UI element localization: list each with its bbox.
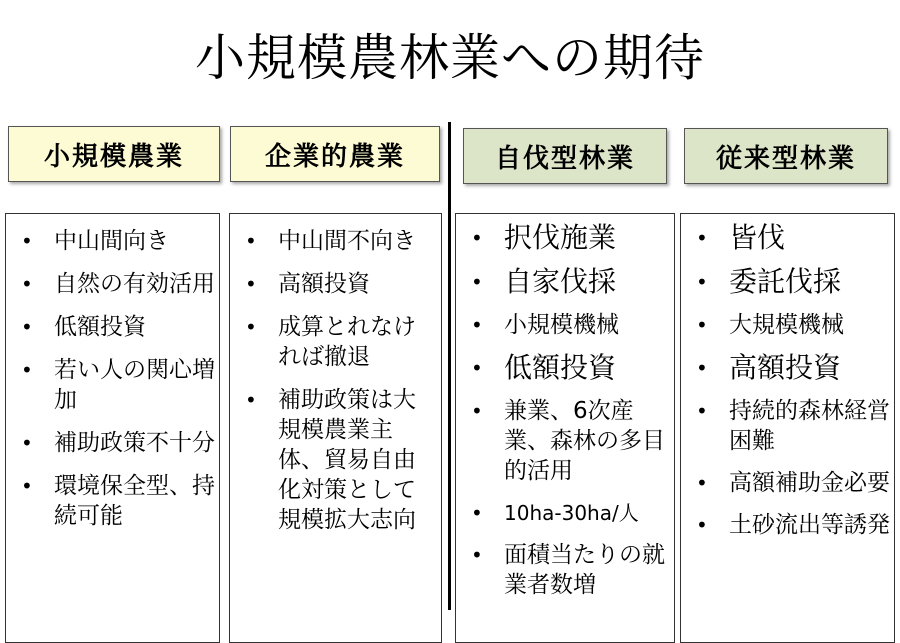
list-box-small-scale-agriculture (5, 213, 220, 643)
list-item: • 若い人の関心増加 (14, 355, 215, 415)
list-item: • 小規模機械 (464, 310, 670, 340)
header-corporate-agriculture: 企業的農業 (230, 126, 440, 182)
list-item: • 委託伐採 (689, 266, 890, 298)
list-item: • 低額投資 (14, 312, 215, 342)
list-box-corporate-agriculture (229, 213, 442, 643)
list-item: • 皆伐 (689, 222, 890, 254)
list-item: • 択伐施業 (464, 222, 670, 254)
list-item: • 大規模機械 (689, 310, 890, 340)
list-item: • 高額補助金必要 (689, 468, 890, 498)
list-box-conventional-forestry (680, 213, 895, 643)
list-item: • 土砂流出等誘発 (689, 510, 890, 540)
list-item: • 補助政策不十分 (14, 428, 215, 458)
list-item: • 環境保全型、持続可能 (14, 471, 215, 531)
list-item: • 面積当たりの就業者数増 (464, 540, 670, 600)
header-conventional-forestry: 従来型林業 (684, 128, 888, 184)
list-item: • 中山間向き (14, 226, 215, 256)
header-small-scale-agriculture: 小規模農業 (8, 126, 220, 182)
list-item: • 兼業、6次産業、森林の多目的活用 (464, 396, 670, 486)
list-item: • 成算とれなければ撤退 (238, 312, 437, 372)
header-self-logging-forestry: 自伐型林業 (463, 128, 667, 184)
list-item: • 高額投資 (689, 352, 890, 384)
list-item: • 自然の有効活用 (14, 269, 215, 299)
slide-title: 小規模農林業への期待 (195, 29, 705, 87)
list-box-self-logging-forestry (455, 213, 675, 643)
list-item: • 低額投資 (464, 352, 670, 384)
list-item: • 10ha-30ha/人 (464, 498, 670, 528)
list-item: • 高額投資 (238, 269, 437, 299)
list-item: • 持続的森林経営困難 (689, 396, 890, 456)
column-divider (448, 122, 451, 610)
list-item: • 補助政策は大規模農業主体、貿易自由化対策として規模拡大志向 (238, 385, 437, 535)
list-item: • 中山間不向き (238, 226, 437, 256)
list-item: • 自家伐採 (464, 266, 670, 298)
